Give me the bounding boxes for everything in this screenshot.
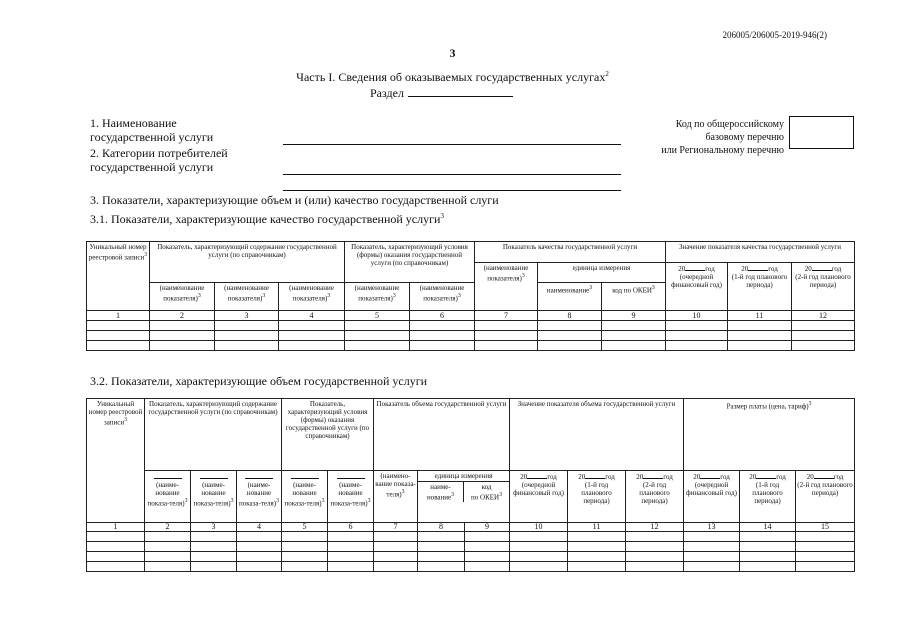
t2-data-row[interactable] xyxy=(87,542,855,552)
t2-column-number: 7 xyxy=(374,523,418,532)
table-cell[interactable] xyxy=(728,331,792,341)
table-cell[interactable] xyxy=(215,321,279,331)
t1-header-unit-name xyxy=(538,283,602,311)
base-list-code-box[interactable] xyxy=(789,116,854,149)
table-cell[interactable] xyxy=(796,552,855,562)
t1-sub-name-3-text: (наименование показателя) xyxy=(289,284,334,303)
t1-column-numbers-row xyxy=(87,311,855,321)
t1-unit-name-footnote: 3 xyxy=(589,285,593,291)
table-cell[interactable] xyxy=(796,542,855,552)
t2-value-year-2-blank[interactable] xyxy=(585,472,605,479)
table-cell[interactable] xyxy=(87,321,150,331)
table-cell[interactable] xyxy=(568,552,626,562)
service-name-label-line1: 1. Наименование xyxy=(90,116,177,130)
t2-sub-name-3-text: (наиме-нование показа-теля) xyxy=(239,481,277,508)
t2-header-unique-number-footnote: 3 xyxy=(124,417,128,423)
t2-sub-name-4-label xyxy=(283,481,326,507)
table-cell[interactable] xyxy=(796,532,855,542)
t2-header-sub-name-5 xyxy=(328,471,374,523)
table-cell[interactable] xyxy=(282,532,328,542)
t2-header-sub-name-3 xyxy=(237,471,282,523)
table-cell[interactable] xyxy=(282,542,328,552)
t2-sub-name-1-label xyxy=(146,481,189,507)
t2-value-year-3-note: (2-й год планового периода) xyxy=(639,481,670,505)
t2-sub-name-1-blank[interactable] xyxy=(154,472,182,479)
t1-header-sub-name-3 xyxy=(279,283,345,311)
table-cell[interactable] xyxy=(568,532,626,542)
t2-data-row[interactable] xyxy=(87,552,855,562)
table-cell[interactable] xyxy=(345,321,410,331)
t2-fee-year-1-suffix: год xyxy=(720,473,730,481)
t1-column-number: 12 xyxy=(792,311,855,321)
table-cell[interactable] xyxy=(215,341,279,351)
t1-data-row[interactable] xyxy=(87,321,855,331)
t1-column-number: 1 xyxy=(87,311,150,321)
t1-sub-name-1-footnote: 3 xyxy=(197,293,201,299)
table-cell[interactable] xyxy=(237,562,282,572)
table-cell[interactable] xyxy=(282,562,328,572)
t1-header-quality-value: Значение показателя качества государственной услуги xyxy=(666,242,855,263)
t1-column-number: 8 xyxy=(538,311,602,321)
consumer-category-label-line2: государственной услуги xyxy=(90,160,214,174)
t2-unit-subcells xyxy=(418,482,509,502)
t1-year-3-note: (2-й год планового периода) xyxy=(795,273,851,289)
t1-header-sub-name-2 xyxy=(215,283,279,311)
t1-sub-name-4-footnote: 3 xyxy=(392,293,396,299)
t2-unit-name-footnote: 3 xyxy=(451,492,455,498)
t2-column-number: 14 xyxy=(740,523,796,532)
t2-fee-year-1-prefix: 20 xyxy=(693,473,701,481)
section-number-blank[interactable] xyxy=(408,85,513,97)
t2-column-number: 5 xyxy=(282,523,328,532)
t2-header-fee-text: Размер платы (цена, тариф) xyxy=(726,402,809,411)
t1-sub-name-5-text: (наименование показателя) xyxy=(419,284,465,303)
t2-fee-year-3-note: (2-й год планового периода) xyxy=(797,481,853,497)
table-cell[interactable] xyxy=(410,321,475,331)
table-cell[interactable] xyxy=(237,542,282,552)
t2-value-year-2-prefix: 20 xyxy=(578,473,586,481)
table-cell[interactable] xyxy=(145,542,191,552)
consumer-category-blank[interactable] xyxy=(283,174,621,175)
table-cell[interactable] xyxy=(475,331,538,341)
t1-column-number: 3 xyxy=(215,311,279,321)
t2-header-fee-footnote: 3 xyxy=(808,401,812,407)
t2-column-numbers-row xyxy=(87,523,855,532)
t1-year-3-prefix: 20 xyxy=(804,265,812,273)
table-cell[interactable] xyxy=(87,552,145,562)
t1-column-number: 10 xyxy=(666,311,728,321)
table-cell[interactable] xyxy=(568,542,626,552)
t2-fee-year-2-suffix: год xyxy=(776,473,786,481)
table-cell[interactable] xyxy=(465,552,510,562)
t2-unit-name-text: наиме-нование xyxy=(426,483,452,502)
section-label-text: Раздел xyxy=(370,86,404,100)
t2-sub-name-5-footnote: 3 xyxy=(367,498,371,504)
t2-sub-name-2-label xyxy=(192,481,235,507)
t1-okei-text: код по ОКЕИ xyxy=(612,286,652,295)
table-cell[interactable] xyxy=(792,331,855,341)
t2-sub-name-1-text: (наиме-нование показа-теля) xyxy=(147,481,185,508)
document-code: 206005/206005-2019-946(2) xyxy=(722,30,827,40)
table-cell[interactable] xyxy=(684,562,740,572)
t2-fee-year-1-blank[interactable] xyxy=(700,472,720,479)
t2-data-row[interactable] xyxy=(87,562,855,572)
table-cell[interactable] xyxy=(279,321,345,331)
table-cell[interactable] xyxy=(510,532,568,542)
t1-header-quality-indicator: Показатель качества государственной услуги xyxy=(475,242,666,263)
t2-value-year-1-suffix: год xyxy=(547,473,557,481)
t2-okei-text: по ОКЕИ xyxy=(471,493,500,502)
table-cell[interactable] xyxy=(87,562,145,572)
t1-column-number: 5 xyxy=(345,311,410,321)
table-cell[interactable] xyxy=(510,562,568,572)
t2-column-number: 12 xyxy=(626,523,684,532)
table-cell[interactable] xyxy=(510,552,568,562)
t1-year-1-note: (очередной финансовый год) xyxy=(671,273,722,289)
t2-header-conditions-indicator: Показатель, характеризующий условия (формы) оказания государственной услуги (по справочникам) xyxy=(282,399,374,471)
t2-indicator-name-text: (наимено-вание показа-теля) xyxy=(375,472,416,499)
t2-header-unique-number xyxy=(87,399,145,523)
t1-header-sub-name-4 xyxy=(345,283,410,311)
table-cell[interactable] xyxy=(374,552,418,562)
t2-value-year-1-note: (очередной финансовый год) xyxy=(513,481,564,497)
table-cell[interactable] xyxy=(510,542,568,552)
table-cell[interactable] xyxy=(626,532,684,542)
t2-column-number: 4 xyxy=(237,523,282,532)
quality-heading-footnote: 3 xyxy=(440,212,444,220)
table-cell[interactable] xyxy=(87,341,150,351)
t1-year-2-prefix: 20 xyxy=(741,265,749,273)
quality-indicators-table xyxy=(86,241,855,351)
t2-fee-year-1-note: (очередной финансовый год) xyxy=(686,481,737,497)
t2-header-sub-name-2 xyxy=(191,471,237,523)
service-name-blank[interactable] xyxy=(283,144,621,145)
table-cell[interactable] xyxy=(740,562,796,572)
table-cell[interactable] xyxy=(602,321,666,331)
t2-sub-name-1-footnote: 3 xyxy=(184,498,188,504)
table-cell[interactable] xyxy=(87,331,150,341)
t2-column-number: 10 xyxy=(510,523,568,532)
table-cell[interactable] xyxy=(465,532,510,542)
t2-header-fee-year-3 xyxy=(796,471,855,523)
t2-unit-code-text: код xyxy=(481,483,492,491)
t1-year-1-prefix: 20 xyxy=(678,265,686,273)
t1-header-unique-number-text: Уникальный номер реестровой записи xyxy=(88,243,147,262)
t2-fee-year-3-prefix: 20 xyxy=(806,473,814,481)
table-cell[interactable] xyxy=(237,552,282,562)
part-title xyxy=(0,70,905,85)
t2-okei-footnote: 3 xyxy=(499,492,503,498)
t2-column-number: 2 xyxy=(145,523,191,532)
table-cell[interactable] xyxy=(538,341,602,351)
part-title-text: Часть I. Сведения об оказываемых государственных услугах xyxy=(296,70,606,84)
t1-data-row[interactable] xyxy=(87,341,855,351)
t2-data-row[interactable] xyxy=(87,532,855,542)
t1-header-okei xyxy=(602,283,666,311)
table-cell[interactable] xyxy=(215,331,279,341)
t1-header-conditions-indicator: Показатель, характеризующий условия (формы) оказания государственной услуги (по справочникам) xyxy=(345,242,475,283)
table-cell[interactable] xyxy=(191,532,237,542)
table-cell[interactable] xyxy=(626,552,684,562)
service-name-label-line2: государственной услуги xyxy=(90,130,214,144)
t1-sub-name-3-footnote: 3 xyxy=(327,293,331,299)
table-cell[interactable] xyxy=(328,532,374,542)
table-cell[interactable] xyxy=(374,532,418,542)
quality-heading xyxy=(90,209,444,226)
table-cell[interactable] xyxy=(282,552,328,562)
t2-sub-name-2-footnote: 3 xyxy=(230,498,234,504)
base-list-code-line3: или Региональному перечню xyxy=(661,145,784,156)
t2-fee-year-2-blank[interactable] xyxy=(756,472,776,479)
t2-header-indicator-name xyxy=(374,471,418,523)
consumer-category-blank-2[interactable] xyxy=(283,190,621,191)
t1-header-year-2 xyxy=(728,263,792,311)
t1-header-indicator-name-text: (наименование показателя) xyxy=(483,264,529,283)
t1-year-3-blank[interactable] xyxy=(812,264,832,271)
t1-column-number: 2 xyxy=(150,311,215,321)
table-cell[interactable] xyxy=(465,542,510,552)
t1-year-1-suffix: год xyxy=(705,265,715,273)
volume-heading: 3.2. Показатели, характеризующие объем государственной услуги xyxy=(90,374,428,388)
table-cell[interactable] xyxy=(626,542,684,552)
t1-unit-name-text: наименование xyxy=(546,286,590,295)
volume-indicators-table xyxy=(86,398,855,572)
t1-header-year-1 xyxy=(666,263,728,311)
table-cell[interactable] xyxy=(418,562,465,572)
table-cell[interactable] xyxy=(465,562,510,572)
t2-sub-name-2-text: (наиме-нование показа-теля) xyxy=(193,481,231,508)
t2-value-year-3-blank[interactable] xyxy=(643,472,663,479)
table-cell[interactable] xyxy=(150,331,215,341)
t1-header-unit: единица измерения xyxy=(538,263,666,283)
t1-header-content-indicator: Показатель, характеризующий содержание государственной услуги (по справочникам) xyxy=(150,242,345,283)
table-cell[interactable] xyxy=(410,341,475,351)
table-cell[interactable] xyxy=(328,562,374,572)
table-cell[interactable] xyxy=(740,542,796,552)
table-cell[interactable] xyxy=(728,341,792,351)
t2-fee-year-3-suffix: год xyxy=(833,473,844,481)
t2-value-year-1-prefix: 20 xyxy=(520,473,528,481)
table-cell[interactable] xyxy=(191,562,237,572)
table-cell[interactable] xyxy=(792,321,855,331)
t1-column-number: 7 xyxy=(475,311,538,321)
t1-year-1-blank[interactable] xyxy=(685,264,705,271)
table-cell[interactable] xyxy=(150,341,215,351)
t2-unit-name xyxy=(418,482,464,502)
t1-sub-name-2-footnote: 3 xyxy=(262,293,266,299)
table-cell[interactable] xyxy=(87,532,145,542)
table-cell[interactable] xyxy=(740,552,796,562)
t1-column-number: 11 xyxy=(728,311,792,321)
t2-sub-name-3-footnote: 3 xyxy=(276,498,279,504)
t2-unit-title: единица измерения xyxy=(418,471,509,482)
table-cell[interactable] xyxy=(345,341,410,351)
t2-column-number: 3 xyxy=(191,523,237,532)
page-number: 3 xyxy=(449,46,456,60)
t1-year-2-blank[interactable] xyxy=(748,264,768,271)
t1-header-sub-name-5 xyxy=(410,283,475,311)
t2-header-volume-value: Значение показателя объема государственной услуги xyxy=(510,399,684,471)
t2-sub-name-3-blank[interactable] xyxy=(245,472,273,479)
table-cell[interactable] xyxy=(418,532,465,542)
t1-sub-name-1-text: (наименование показателя) xyxy=(159,284,205,303)
t2-value-year-3-prefix: 20 xyxy=(636,473,644,481)
t1-sub-name-5-footnote: 3 xyxy=(457,293,461,299)
table-cell[interactable] xyxy=(475,321,538,331)
t1-sub-name-4-text: (наименование показателя) xyxy=(354,284,400,303)
t1-okei-footnote: 3 xyxy=(651,285,655,291)
t2-header-fee-year-1 xyxy=(684,471,740,523)
t1-header-sub-name-1 xyxy=(150,283,215,311)
table-cell[interactable] xyxy=(740,532,796,542)
t2-sub-name-3-label xyxy=(238,481,280,507)
t2-value-year-2-note: (1-й год планового периода) xyxy=(581,481,612,505)
t2-fee-year-2-prefix: 20 xyxy=(749,473,757,481)
t1-column-number: 6 xyxy=(410,311,475,321)
table-cell[interactable] xyxy=(328,552,374,562)
base-list-code-label xyxy=(648,118,784,157)
base-list-code-line1: Код по общероссийскому xyxy=(675,119,784,130)
table-cell[interactable] xyxy=(145,532,191,542)
t2-header-content-indicator: Показатель, характеризующий содержание государственной услуги (по справочникам) xyxy=(145,399,282,471)
table-cell[interactable] xyxy=(150,321,215,331)
table-cell[interactable] xyxy=(538,331,602,341)
table-cell[interactable] xyxy=(666,331,728,341)
table-cell[interactable] xyxy=(237,532,282,542)
t1-header-year-3 xyxy=(792,263,855,311)
t1-column-number: 4 xyxy=(279,311,345,321)
t2-sub-name-5-blank[interactable] xyxy=(337,472,365,479)
table-cell[interactable] xyxy=(279,331,345,341)
base-list-code-line2: базовому перечню xyxy=(705,132,784,143)
table-cell[interactable] xyxy=(410,331,475,341)
section-label xyxy=(370,85,513,101)
table-cell[interactable] xyxy=(728,321,792,331)
t2-column-number: 9 xyxy=(465,523,510,532)
t2-header-value-year-3 xyxy=(626,471,684,523)
table-cell[interactable] xyxy=(345,331,410,341)
t2-header-sub-name-4 xyxy=(282,471,328,523)
table-cell[interactable] xyxy=(145,562,191,572)
t2-header-volume-indicator: Показатель объема государственной услуги xyxy=(374,399,510,471)
t2-value-year-3-suffix: год xyxy=(663,473,673,481)
table-cell[interactable] xyxy=(418,552,465,562)
table-cell[interactable] xyxy=(374,562,418,572)
part-title-footnote: 2 xyxy=(605,70,609,78)
t2-value-year-1-blank[interactable] xyxy=(527,472,547,479)
table-cell[interactable] xyxy=(796,562,855,572)
table-cell[interactable] xyxy=(87,542,145,552)
quality-heading-text: 3.1. Показатели, характеризующие качество государственной услуги xyxy=(90,212,441,226)
table-cell[interactable] xyxy=(684,552,740,562)
t1-year-3-suffix: год xyxy=(831,265,842,273)
table-cell[interactable] xyxy=(792,341,855,351)
table-cell[interactable] xyxy=(145,552,191,562)
table-cell[interactable] xyxy=(538,321,602,331)
t2-sub-name-4-text: (наиме-нование показа-теля) xyxy=(284,481,322,508)
t1-column-number: 9 xyxy=(602,311,666,321)
table-cell[interactable] xyxy=(666,321,728,331)
t2-column-number: 11 xyxy=(568,523,626,532)
table-cell[interactable] xyxy=(626,562,684,572)
t2-header-value-year-2 xyxy=(568,471,626,523)
t2-header-unit xyxy=(418,471,510,523)
t1-data-row[interactable] xyxy=(87,331,855,341)
t2-value-year-2-suffix: год xyxy=(605,473,615,481)
t2-header-value-year-1 xyxy=(510,471,568,523)
t2-header-fee-year-2 xyxy=(740,471,796,523)
t1-year-2-suffix: год xyxy=(768,265,778,273)
t2-fee-year-2-note: (1-й год планового периода) xyxy=(752,481,783,505)
table-cell[interactable] xyxy=(602,341,666,351)
table-cell[interactable] xyxy=(684,542,740,552)
t2-column-number: 13 xyxy=(684,523,740,532)
t2-indicator-name-footnote: 3 xyxy=(401,489,405,495)
table-cell[interactable] xyxy=(602,331,666,341)
t2-sub-name-4-blank[interactable] xyxy=(291,472,319,479)
consumer-category-label-line1: 2. Категории потребителей xyxy=(90,146,228,160)
consumer-category-label xyxy=(90,146,228,174)
t2-sub-name-5-label xyxy=(329,481,372,507)
t2-column-number: 1 xyxy=(87,523,145,532)
table-cell[interactable] xyxy=(475,341,538,351)
indicators-heading: 3. Показатели, характеризующие объем и (или) качество государственной слуги xyxy=(90,193,499,207)
t1-header-unique-number-footnote: 3 xyxy=(144,252,148,258)
t2-header-unique-number-text: Уникальный номер реестровой записи xyxy=(88,400,143,427)
table-cell[interactable] xyxy=(191,542,237,552)
t2-fee-year-3-blank[interactable] xyxy=(814,472,834,479)
service-name-label xyxy=(90,116,213,144)
table-cell[interactable] xyxy=(374,542,418,552)
t1-header-unique-number xyxy=(87,242,150,311)
t1-header-indicator-name xyxy=(475,263,538,311)
table-cell[interactable] xyxy=(684,532,740,542)
t2-column-number: 6 xyxy=(328,523,374,532)
t2-column-number: 15 xyxy=(796,523,855,532)
t2-sub-name-2-blank[interactable] xyxy=(200,472,228,479)
t1-year-2-note: (1-й год планового периода) xyxy=(731,273,788,289)
table-cell[interactable] xyxy=(418,542,465,552)
t2-header-sub-name-1 xyxy=(145,471,191,523)
table-cell[interactable] xyxy=(666,341,728,351)
table-cell[interactable] xyxy=(568,562,626,572)
t2-sub-name-4-footnote: 3 xyxy=(321,498,325,504)
table-cell[interactable] xyxy=(279,341,345,351)
t2-column-number: 8 xyxy=(418,523,465,532)
t2-unit-code xyxy=(464,482,509,502)
t1-sub-name-2-text: (наименование показателя) xyxy=(224,284,269,303)
t2-sub-name-5-text: (наиме-нование показа-теля) xyxy=(330,481,368,508)
t1-header-indicator-name-footnote: 3 xyxy=(521,273,525,279)
t2-header-fee xyxy=(684,399,855,471)
table-cell[interactable] xyxy=(191,552,237,562)
table-cell[interactable] xyxy=(328,542,374,552)
